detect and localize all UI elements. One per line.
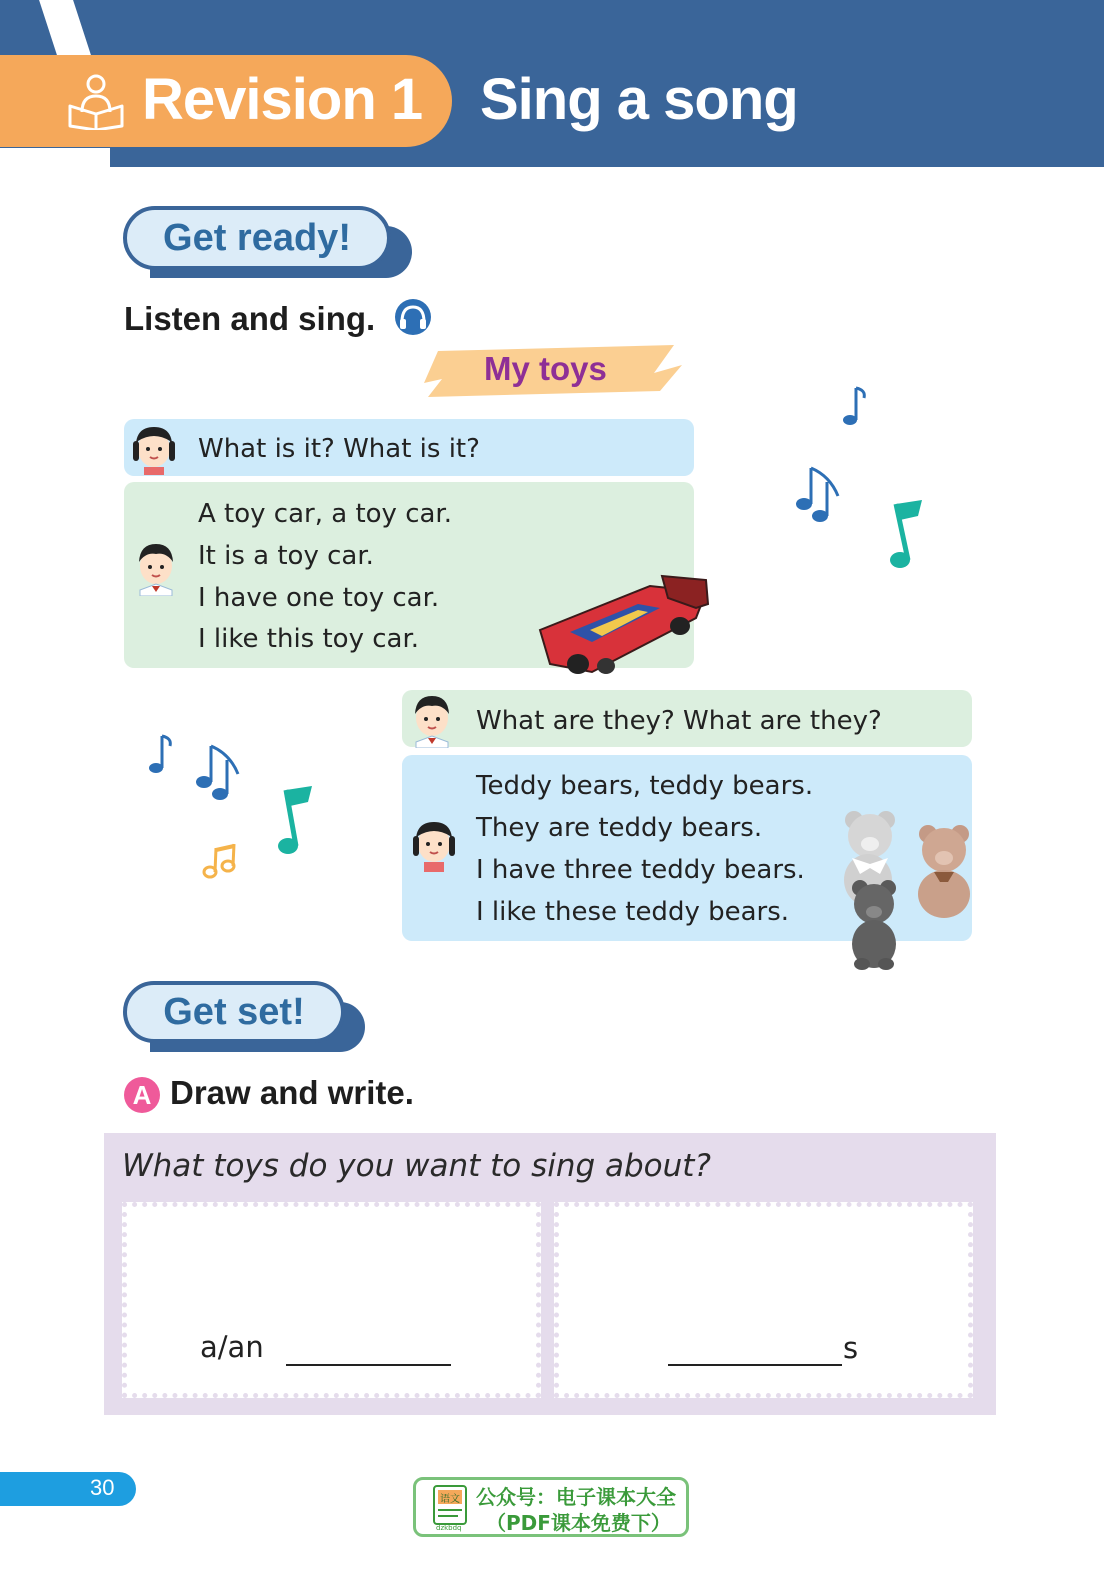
draw-question: What toys do you want to sing about? [122, 1148, 711, 1184]
music-note-icon [882, 498, 926, 574]
card2-suffix: s [843, 1331, 859, 1365]
verse1-line-3: I have one toy car. [198, 583, 440, 613]
verse2-line-1: Teddy bears, teddy bears. [476, 771, 814, 801]
music-note-icon [794, 462, 844, 526]
verse1-line-2: It is a toy car. [198, 541, 374, 571]
verse1-question: What is it? What is it? [198, 434, 480, 464]
page-number-tab [0, 1472, 136, 1506]
get-set-pill: Get set! [123, 981, 345, 1043]
verse2-line-4: I like these teddy bears. [476, 897, 790, 927]
verse1-line-4: I like this toy car. [198, 624, 420, 654]
music-note-icon [194, 740, 244, 804]
draw-instruction: Draw and write. [170, 1074, 414, 1111]
revision-label: Revision 1 [142, 67, 423, 132]
boy-avatar [408, 692, 456, 748]
music-note-icon [840, 384, 870, 428]
card1-prefix: a/an [200, 1330, 264, 1364]
watermark-line-1: 公众号：电子课本大全 [476, 1485, 676, 1509]
activity-letter-badge: A [124, 1077, 160, 1113]
watermark-logo-text: 语文 [440, 1494, 460, 1505]
song-title: My toys [484, 350, 607, 387]
drawing-card-1[interactable] [122, 1202, 541, 1398]
watermark-small-text: dzkbdq [436, 1524, 462, 1532]
listen-instruction: Listen and sing. [124, 300, 376, 337]
drawing-card-2[interactable] [554, 1202, 973, 1398]
header-notch [0, 148, 110, 168]
music-note-icon [202, 842, 238, 880]
girl-avatar [130, 423, 178, 475]
music-note-icon [272, 784, 316, 860]
boy-avatar [132, 540, 180, 596]
verse1-line-1: A toy car, a toy car. [198, 499, 452, 529]
watermark-line-2: （PDF课本免费下） [486, 1511, 671, 1535]
page-title: Sing a song [480, 67, 798, 132]
music-note-icon [146, 732, 176, 776]
reader-icon [66, 72, 126, 130]
get-ready-pill: Get ready! [123, 206, 391, 270]
page-number: 30 [90, 1475, 115, 1500]
toy-car-image [530, 568, 714, 684]
headphones-icon[interactable] [393, 298, 433, 336]
girl-avatar [410, 818, 458, 872]
card2-write-line[interactable] [668, 1364, 842, 1366]
verse2-line-2: They are teddy bears. [476, 813, 763, 843]
card1-write-line[interactable] [286, 1364, 451, 1366]
verse2-question: What are they? What are they? [476, 706, 882, 736]
teddy-bears-image [830, 808, 980, 972]
verse2-line-3: I have three teddy bears. [476, 855, 805, 885]
